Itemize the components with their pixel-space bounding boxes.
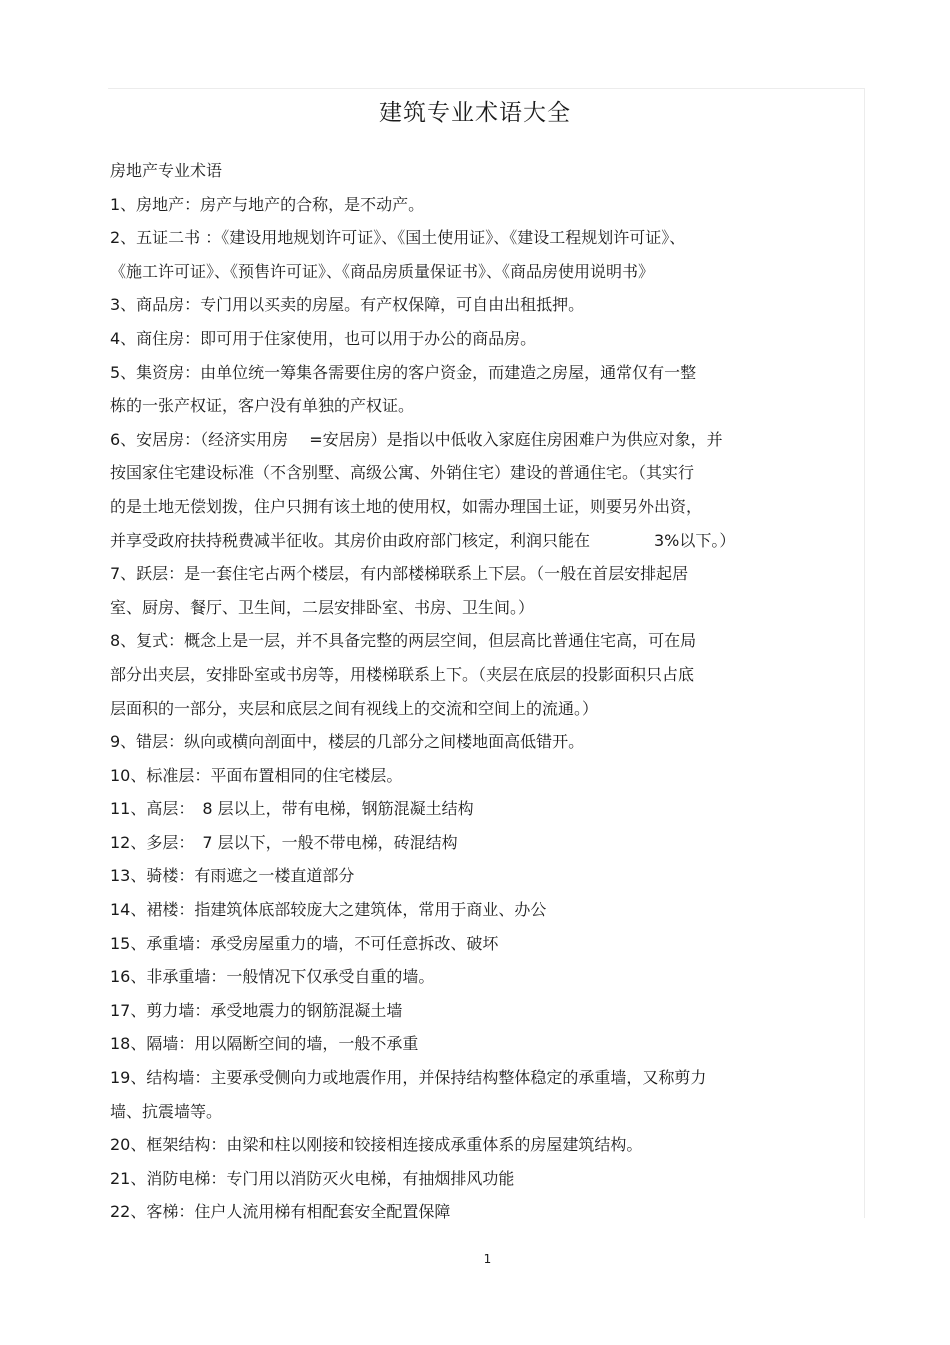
text-line: 2、五证二书 ：《建设用地规划许可证》、《国土使用证》、《建设工程规划许可证》、	[110, 228, 686, 248]
text-line: 室、厨房、餐厅、卫生间，二层安排卧室、书房、卫生间。）	[110, 597, 535, 617]
text-line: 7、跃层：是一套住宅占两个楼层，有内部楼梯联系上下层。（一般在首层安排起居	[110, 564, 689, 584]
text-line: 21、消防电梯：专门用以消防灭火电梯，有抽烟排风功能	[110, 1168, 515, 1188]
text-line: 《施工许可证》、《预售许可证》、《商品房质量保证书》、《商品房使用说明书》	[110, 261, 655, 281]
text-line: 4、商住房：即可用于住家使用，也可以用于办公的商品房。	[110, 328, 537, 348]
text-line: 栋的一张产权证，客户没有单独的产权证。	[110, 396, 415, 416]
text-line: 20、框架结构：由梁和柱以刚接和铰接相连接成承重体系的房屋建筑结构。	[110, 1135, 643, 1155]
text-line: 17、剪力墙：承受地震力的钢筋混凝土墙	[110, 1000, 403, 1020]
text-line: 部分出夹层，安排卧室或书房等，用楼梯联系上下。（夹层在底层的投影面积只占底	[110, 664, 695, 684]
text-line: 5、集资房：由单位统一筹集各需要住房的客户资金，而建造之房屋，通常仅有一整	[110, 362, 697, 382]
text-line: 15、承重墙：承受房屋重力的墙，不可任意拆改、破坏	[110, 933, 499, 953]
text-line: 13、骑楼：有雨遮之一楼直道部分	[110, 866, 355, 886]
text-line: 11、高层： 8 层以上，带有电梯，钢筋混凝土结构	[110, 799, 474, 819]
text-line: 3、商品房：专门用以买卖的房屋。有产权保障，可自由出租抵押。	[110, 295, 585, 315]
document-title: 建筑专业术语大全	[379, 100, 571, 126]
document-body	[110, 154, 850, 1229]
section-heading: 房地产专业术语	[110, 161, 223, 180]
text-line: 18、隔墙：用以隔断空间的墙，一般不承重	[110, 1034, 419, 1054]
text-line: 的是土地无偿划拨，住户只拥有该土地的使用权，如需办理国土证，则要另外出资，	[110, 496, 703, 516]
text-line: 1、房地产：房产与地产的合称，是不动产。	[110, 194, 425, 214]
text-line: 6、安居房：（经济实用房 =安居房）是指以中低收入家庭住房困难户为供应对象，并	[110, 429, 723, 449]
text-line: 22、客梯：住户人流用梯有相配套安全配置保障	[110, 1202, 451, 1222]
text-line: 8、复式：概念上是一层，并不具备完整的两层空间，但层高比普通住宅高，可在局	[110, 631, 697, 651]
term-list	[110, 188, 850, 1229]
text-line: 16、非承重墙：一般情况下仅承受自重的墙。	[110, 967, 435, 987]
text-line: 层面积的一部分，夹层和底层之间有视线上的交流和空间上的流通。）	[110, 698, 599, 718]
text-line: 按国家住宅建设标准（不含别墅、高级公寓、外销住宅）建设的普通住宅。（其实行	[110, 463, 695, 483]
text-line: 14、裙楼：指建筑体底部较庞大之建筑体，常用于商业、办公	[110, 900, 547, 920]
text-line: 并享受政府扶持税费减半征收。其房价由政府部门核定，利润只能在 3%以下。）	[110, 530, 736, 550]
text-line: 10、标准层：平面布置相同的住宅楼层。	[110, 765, 403, 785]
text-line: 墙、抗震墙等。	[110, 1101, 223, 1121]
page-number: 1	[483, 1252, 492, 1266]
text-line: 9、错层：纵向或横向剖面中，楼层的几部分之间楼地面高低错开。	[110, 732, 585, 752]
text-line: 12、多层： 7 层以下，一般不带电梯，砖混结构	[110, 832, 458, 852]
text-line: 19、结构墙：主要承受侧向力或地震作用，并保持结构整体稳定的承重墙，又称剪力	[110, 1068, 707, 1088]
